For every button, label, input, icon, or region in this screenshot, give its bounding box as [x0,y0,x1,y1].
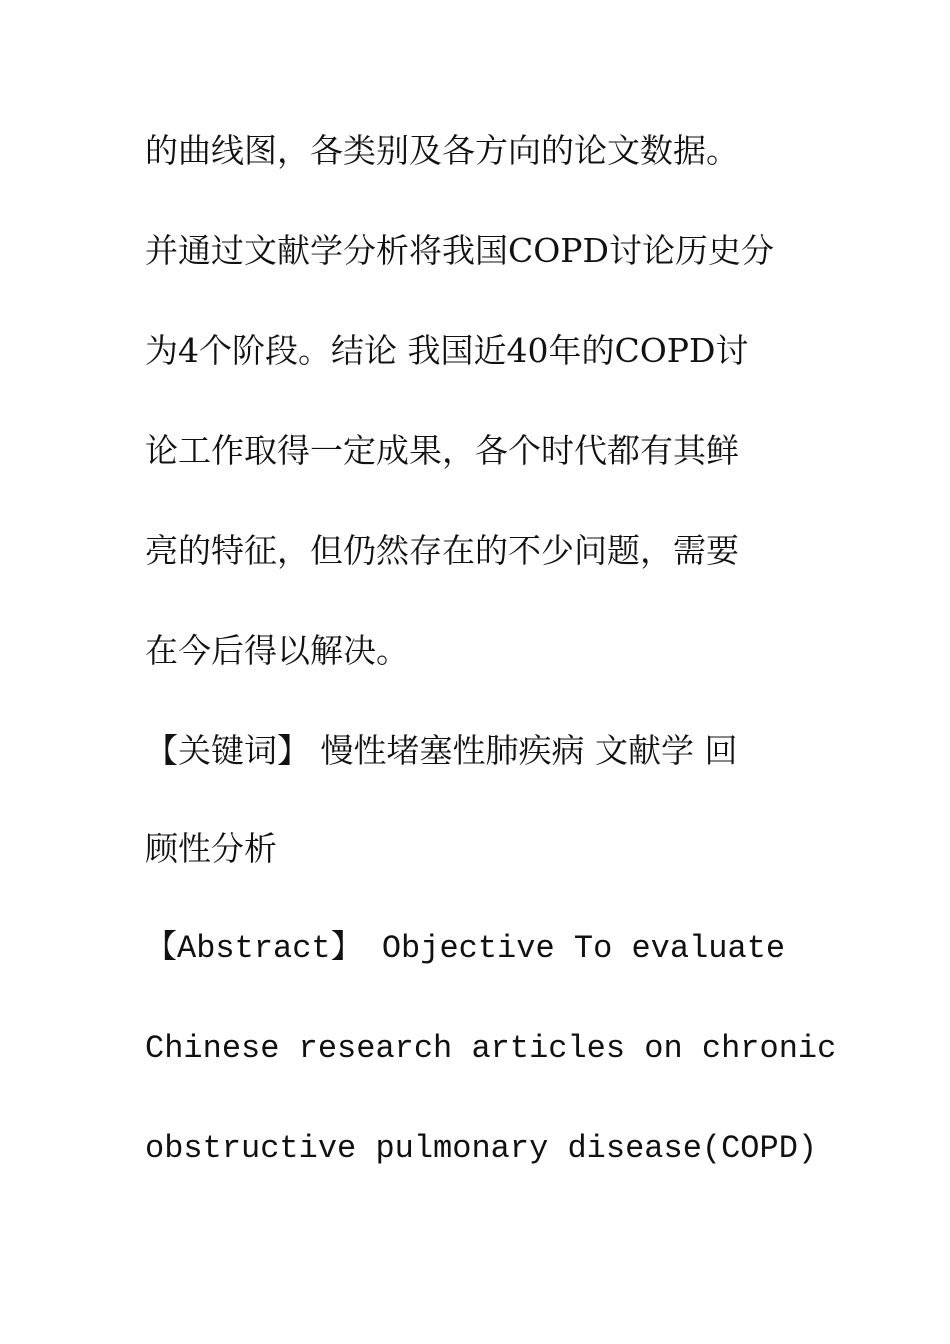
abstract-line: Chinese research articles on chronic [145,1030,837,1067]
abstract-line: obstructive pulmonary disease(COPD) [145,1130,818,1167]
body-text-line: 为4个阶段。结论 我国近40年的COPD讨 [145,331,749,370]
keywords-line: 顾性分析 [145,829,277,868]
abstract-line: 【Abstract】 Objective To evaluate [145,930,786,967]
body-text-line: 并通过文献学分析将我国COPD讨论历史分 [145,231,774,270]
body-text-line: 在今后得以解决。 [145,631,409,670]
body-text-line: 论工作取得一定成果，各个时代都有其鲜 [145,431,739,470]
body-text-line: 的曲线图，各类别及各方向的论文数据。 [145,131,739,170]
body-text-line: 亮的特征，但仍然存在的不少问题，需要 [145,531,739,570]
keywords-line: 【关键词】 慢性堵塞性肺疾病 文献学 回 [145,731,738,770]
